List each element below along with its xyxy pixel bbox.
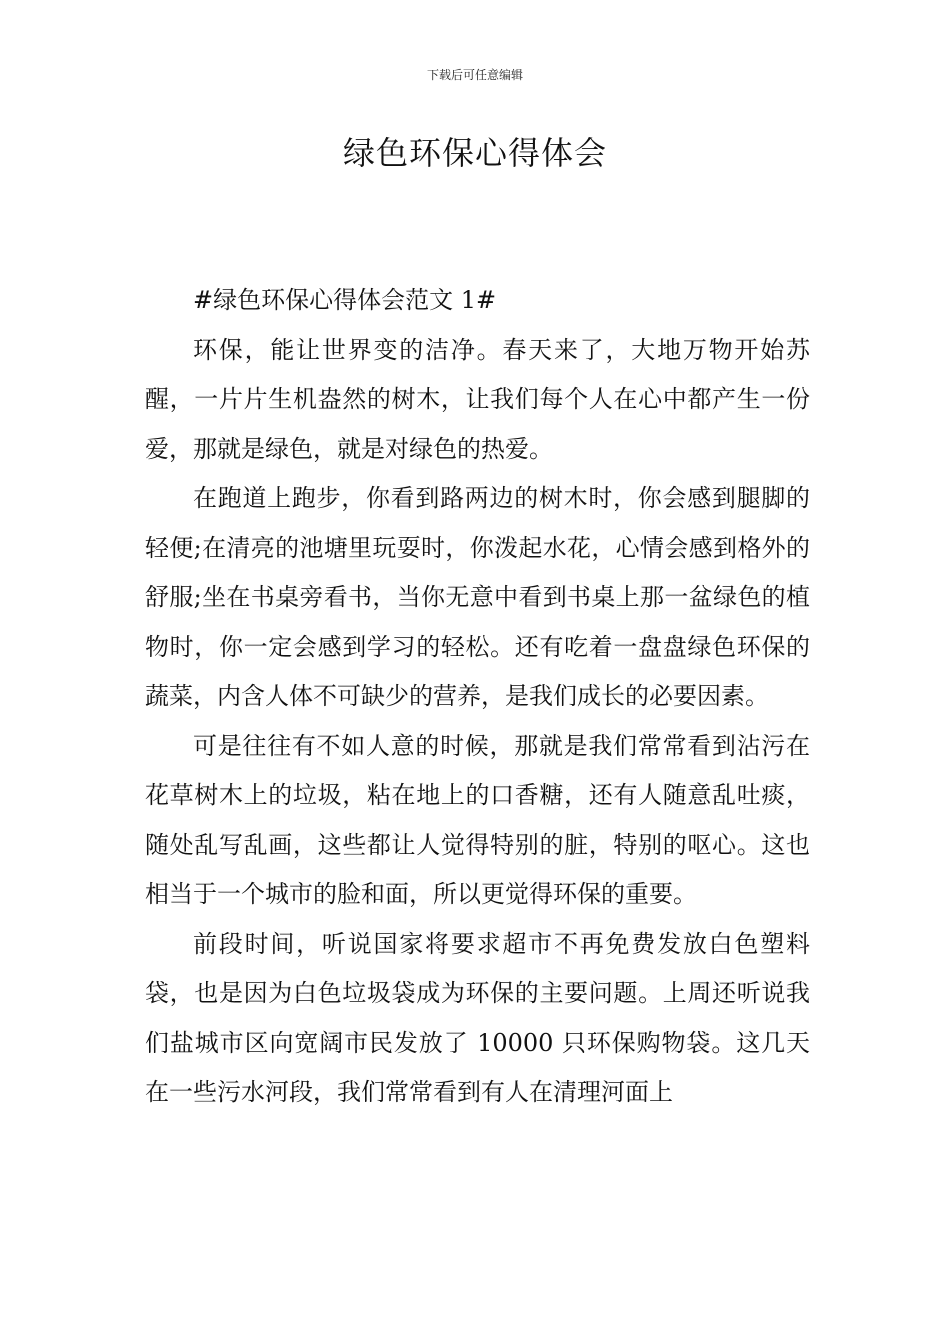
paragraph: 在跑道上跑步，你看到路两边的树木时，你会感到腿脚的轻便;在清亮的池塘里玩耍时，你泼起水花，心情会感到格外的舒服;坐在书桌旁看书，当你无意中看到书桌上那一盆绿色的植物时，你一定会感到学习的轻松。还有吃着一盘盘绿色环保的蔬菜，内含人体不可缺少的营养，是我们成长的必要因素。 (145, 484, 810, 710)
paragraph: 前段时间，听说国家将要求超市不再免费发放白色塑料袋，也是因为白色垃圾袋成为环保的主要问题。上周还听说我们盐城市区向宽阔市民发放了 10000 只环保购物袋。这几天在一些污水河段，我们常常看到有人在清理河面上 (145, 929, 810, 1106)
header-note: 下载后可任意编辑 (426, 68, 523, 82)
document-title: 绿色环保心得体会 (342, 134, 607, 172)
document-body (145, 276, 810, 1118)
section-heading: #绿色环保心得体会范文 1# (193, 286, 497, 314)
paragraph: 可是往往有不如人意的时候，那就是我们常常看到沾污在花草树木上的垃圾，粘在地上的口香糖，还有人随意乱吐痰，随处乱写乱画，这些都让人觉得特别的脏，特别的呕心。这也相当于一个城市的脸和面，所以更觉得环保的重要。 (145, 731, 810, 908)
paragraph: 环保，能让世界变的洁净。春天来了，大地万物开始苏醒，一片片生机盎然的树木，让我们每个人在心中都产生一份爱，那就是绿色，就是对绿色的热爱。 (145, 335, 810, 463)
